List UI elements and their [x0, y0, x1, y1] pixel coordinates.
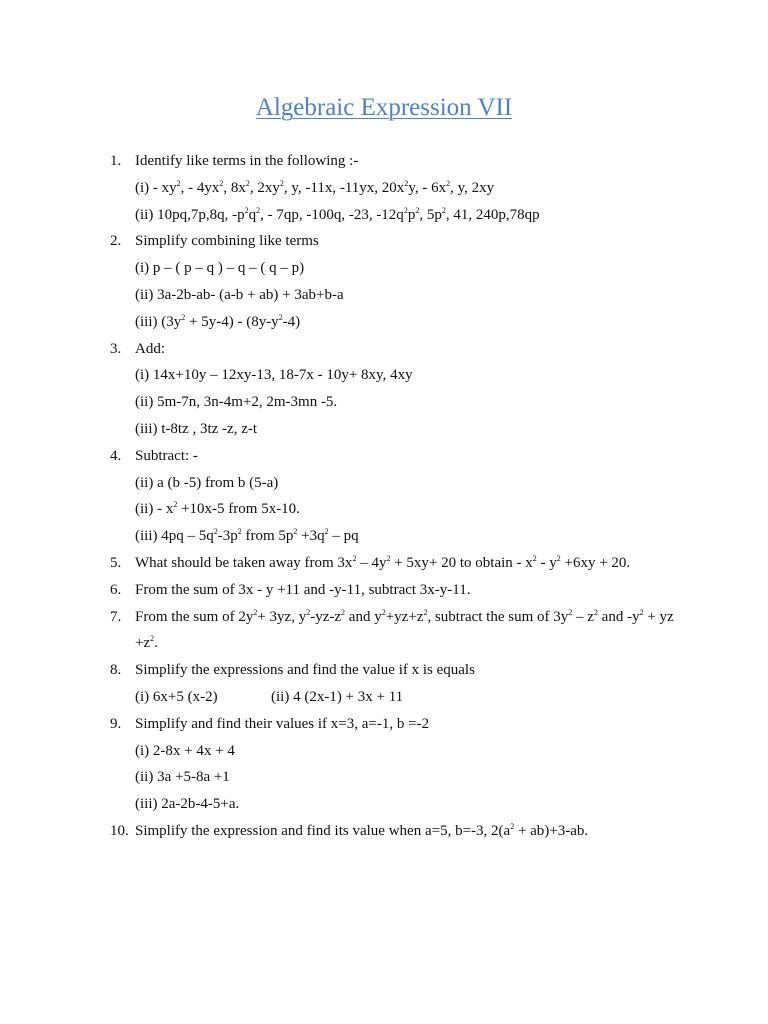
question-item [110, 604, 680, 658]
question-number: 8. [110, 662, 122, 679]
question-subpart: (iii) $4pq - 5q^2-3p^2$ from $5p^2 +3q^2$ – pq [135, 527, 359, 545]
question-subpart: (i) p – ( p – q ) – q – ( q – p) [135, 260, 305, 277]
question-item [110, 577, 680, 604]
question-item [110, 657, 680, 684]
question-text: Simplify the expressions and find the value if x is equals [135, 662, 475, 679]
question-number: 3. [110, 340, 122, 357]
question-item [110, 711, 680, 738]
question-item [110, 443, 680, 470]
question-text: From the sum of 3x - y +11 and -y-11, subtract 3x-y-11. [135, 581, 471, 598]
question-subpart: $(ii) - x^2 +10x-5$ from 5x-10. [135, 500, 300, 518]
question-item [110, 550, 680, 577]
question-item [110, 818, 680, 845]
question-number: 10. [110, 822, 129, 839]
question-subpart: (ii) 3a +5-8a +1 [135, 769, 230, 786]
question-subpart: (ii) a (b -5) from b (5-a) [135, 474, 279, 491]
question-subpart: (ii) 5m-7n, 3n-4m+2, 2m-3mn -5. [135, 394, 338, 411]
question-subpart: (i) 14x+10y – 12xy-13, 18-7x - 10y+ 8xy, 4xy [135, 367, 413, 384]
question-number: 4. [110, 447, 122, 464]
question-item [110, 336, 680, 363]
question-subpart: (iii) t-8tz , 3tz -z, z-t [135, 420, 258, 437]
question-item [110, 148, 680, 175]
question-list [110, 148, 680, 845]
question-subpart-row [110, 684, 680, 711]
question-item [110, 228, 680, 255]
question-subpart: (ii) 4 (2x-1) + 3x + 11 [271, 688, 404, 705]
question-subpart: (i) 6x+5 (x-2) [135, 688, 218, 705]
question-subpart: (iii) 2a-2b-4-5+a. [135, 796, 240, 813]
question-number: 7. [110, 608, 122, 625]
question-text: Simplify and find their values if x=3, a=-1, b =-2 [135, 715, 430, 732]
question-text: What should be taken away from $3x^2 - 4y^2 + 5xy+ 20$ to obtain - $x^2 - y^2 +6xy + 20$. [135, 553, 631, 571]
question-subpart: (i) 2-8x + 4x + 4 [135, 742, 235, 759]
question-subpart: (ii) 10pq,7p,8q, $-p^2q^2$, - 7qp, -100q, -23, $-12q^2p^2$, $5p^2$, 41, 240p,78qp [135, 205, 540, 223]
question-number: 6. [110, 581, 122, 598]
question-text: Identify like terms in the following :- [135, 153, 359, 169]
question-number: 1. [110, 153, 122, 169]
question-text: Subtract: - [135, 447, 198, 464]
question-subpart: (ii) 3a-2b-ab- (a-b + ab) + 3ab+b-a [135, 286, 344, 303]
question-subpart: (iii) $(3y^2 + 5y-4) - (8y-y^2-4)$ [135, 312, 301, 330]
question-number: 2. [110, 233, 122, 250]
question-text: Add: [135, 340, 165, 357]
question-number: 9. [110, 715, 122, 732]
question-text: From the sum of $2y^2+ 3yz$, $y^2-yz-z^2$ and $y^2+yz+z^2$, subtract the sum of $3y^2 - z^2$ and $-y^2$ + yz $+z^2$. [135, 607, 674, 652]
page-title: Algebraic Expression VII [255, 94, 513, 121]
question-text: Simplify the expression and find its value when a=5, b=-3, $2(a^2 + ab)+3-ab$. [135, 821, 589, 839]
question-number: 5. [110, 554, 122, 571]
question-text: Simplify combining like terms [135, 233, 319, 250]
question-subpart: $(i) - xy^2$, - $4yx^2$, $8x^2$, $2xy^2$, y, -11x, -11yx, $20x^2y$, - $6x^2$, y, 2xy [135, 178, 495, 196]
